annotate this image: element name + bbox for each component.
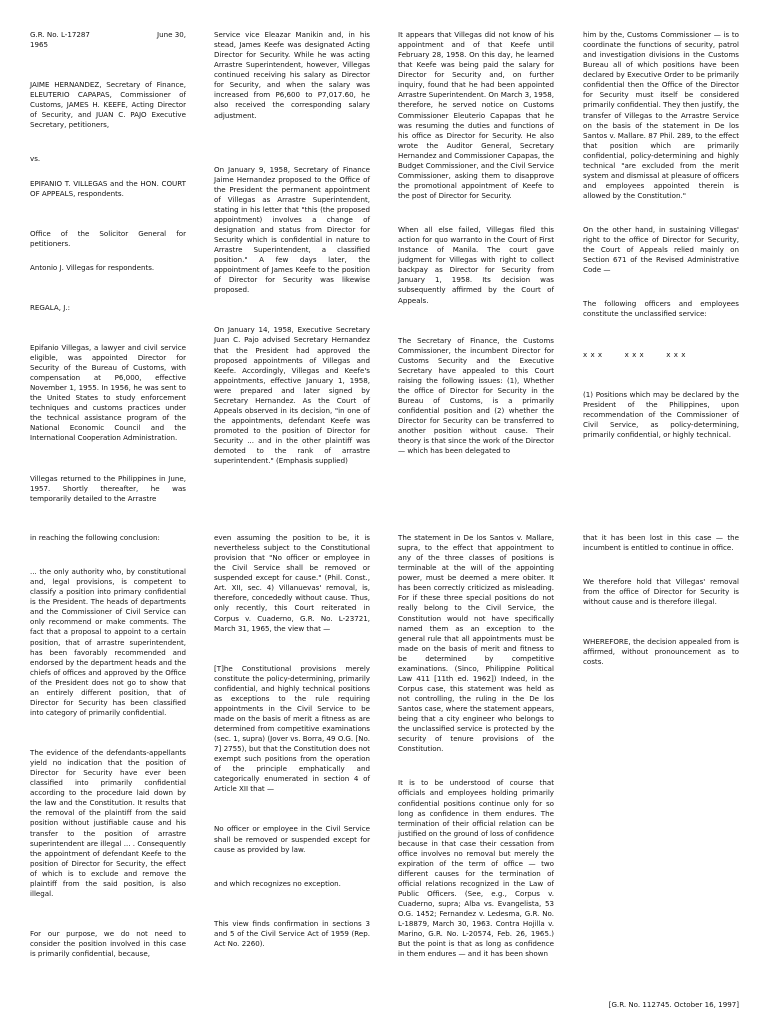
column-2-bottom bbox=[214, 533, 370, 965]
paragraph: Service vice Eleazar Manikin and, in his stead, James Keefe was designated Acting Director for Security. While he was acting Arrastre Superintendent, however, Villegas continued receiving his salary as Director for Security, and when the salary was increased from P6,600 to P7,017.60, he also received the corresponding salary adjustment. bbox=[214, 30, 370, 120]
footer-citation: [G.R. No. 112745. October 16, 1997] bbox=[608, 1000, 739, 1009]
counsel-petitioners: Office of the Solicitor General for petitioners. bbox=[30, 228, 186, 248]
case-number: G.R. No. L-17287 bbox=[30, 30, 90, 39]
ponente: REGALA, J.: bbox=[30, 302, 70, 312]
paragraph: This view finds confirmation in sections 3 and 5 of the Civil Service Act of 1959 (Rep. Act No. 2260). bbox=[214, 918, 370, 948]
quoted-paragraph: No officer or employee in the Civil Service shall be removed or suspended except for cause as provided by law. bbox=[214, 824, 370, 854]
paragraph: For our purpose, we do not need to consider the position involved in this case is primarily confidential, because, bbox=[30, 928, 186, 959]
paragraph: Epifanio Villegas, a lawyer and civil service eligible, was appointed Director for Security of the Bureau of Customs, with compensation at P6,000, effective November 1, 1955. In 1956, he was sent to the United States to study enforcement techniques and customs practices under the technical assistance program of the National Economic Council and the International Cooperation Administration. bbox=[30, 342, 186, 443]
paragraph: even assuming the position to be, it is nevertheless subject to the Constitutional provision that "No officer or employee in the Civil Service shall be removed or suspended except for cause." (Phil. Const., Art. XII, sec. 4) Villanuevas' removal, is, therefore, concededly without cause. Thus, only recently, this Court reiterated in Corpus v. Cuaderno, G.R. No. L-23721, March 31, 1965, the view that — bbox=[214, 533, 370, 633]
column-3-top bbox=[398, 30, 554, 472]
dispositive-paragraph: WHEREFORE, the decision appealed from is affirmed, without pronouncement as to costs. bbox=[583, 637, 739, 667]
paragraph: We therefore hold that Villegas' removal from the office of Director for Security is without cause and is therefore illegal. bbox=[583, 577, 739, 607]
paragraph: On January 14, 1958, Executive Secretary Juan C. Pajo advised Secretary Hernandez that the President had approved the proposed appointments of Villegas and Keefe. Accordingly, Villegas and Keefe's appointments, effective January 1, 1958, were prepared and later signed by Secretary Hernandez. As the Court of Appeals observed in its decision, "in one of the appointments, defendant Keefe was promoted to the position of Director for Security ... and in the other plaintiff was demoted to the rank of arrastre superintendent." (Emphasis supplied) bbox=[214, 325, 370, 466]
quoted-paragraph: [T]he Constitutional provisions merely constitute the policy-determining, primarily confidential, and highly technical positions as exceptions to the rule requiring appointments in the Civil Service to be made on the basis of merit a fitness as are determined from competitive examinations (sec. 1, supra) (Jover vs. Borra, 49 O.G. [No. 7] 2755), but that the Constitution does not exempt such positions from the operation of the principle emphatically and categorically enumerated in section 4 of Article XII that — bbox=[214, 663, 370, 794]
omission-marker: x x x x x x x x x bbox=[583, 349, 686, 359]
column-4-top bbox=[583, 30, 739, 456]
paragraph: The statement in De los Santos v. Mallare, supra, to the effect that appointment to any of the three classes of positions is terminable at the will of the appointing power, must be deemed a mere obiter. It has been correctly criticized as misleading. For if these three special positions do not really belong to the Civil Service, the Constitution would not have specifically named them as an exception to the general rule that all appointments must be made on the basis of merit and fitness to be determined by competitive examinations. (Sinco, Philippine Political Law 411 [11th ed. 1962]) Indeed, in the Corpus case, this statement was held as not controlling, the ruling in the De los Santos case, where the statement appears, being that a city engineer who belongs to the unclassified service is protected by the security of tenure provisions of the Constitution. bbox=[398, 533, 554, 754]
paragraph: On the other hand, in sustaining Villegas' right to the office of Director for Security, the Court of Appeals relied mainly on Section 671 of the Revised Administrative Code — bbox=[583, 225, 739, 275]
paragraph: in reaching the following conclusion: bbox=[30, 533, 160, 542]
column-1-top bbox=[30, 30, 186, 520]
paragraph: him by the, Customs Commissioner — is to coordinate the functions of security, patrol and investigation divisions in the Customs Bureau all of which positions have been declared by Executive Order to be primarily confidential then the Office of the Director for Security must itself be considered primarily confidential. They then justify, the transfer of Villegas to the Arrastre Service on the basis of the statement in De los Santos v. Mallare. 87 Phil. 289, to the effect that position which are primarily confidential, policy-determining and highly technical "are excluded from the merit system and dismissal at pleasure of officers and employees appointed therein is allowed by the Constitution." bbox=[583, 30, 739, 200]
footer-citation-block bbox=[583, 1000, 739, 1026]
quoted-paragraph: ... the only authority who, by constitutional and, legal provisions, is competent to classify a position into primary confidential is the President. The heads of departments and the Commissioner of Civil Service can only recommend or make comments. The fact that a proposal to appoint to a certain position, that of arrastre superintendent, has been favorably recommended and endorsed by the department heads and the chiefs of offices and approved by the Office of the President does not go to show that an entirely different position, that of Director for Security has been classified into category of primarily confidential. bbox=[30, 567, 186, 717]
column-1-bottom bbox=[30, 533, 186, 975]
quoted-paragraph: The evidence of the defendants-appellants yield no indication that the position of Director for Security have ever been classified into primarily confidential according to the procedure laid down by the law and the Constitution. It results that the removal of the plaintiff from the said position without justifiable cause and his transfer to the position of arrastre superintendent are illegal ... . Consequently the appointment of defendant Keefe to the position of Director for Security, the effect of which is to exclude and remove the plaintiff from the said position, is also illegal. bbox=[30, 748, 186, 898]
column-2-top bbox=[214, 30, 370, 482]
case-caption bbox=[30, 30, 186, 40]
versus: vs. bbox=[30, 154, 41, 164]
case-year: 1965 bbox=[30, 40, 49, 50]
paragraph: Villegas returned to the Philippines in June, 1957. Shortly thereafter, he was temporarily detailed to the Arrastre bbox=[30, 473, 186, 503]
respondents: EPIFANIO T. VILLEGAS and the HON. COURT OF APPEALS, respondents. bbox=[30, 178, 186, 198]
paragraph: The following officers and employees constitute the unclassified service: bbox=[583, 299, 739, 319]
column-3-bottom bbox=[398, 533, 554, 976]
case-date: June 30, bbox=[157, 30, 186, 39]
paragraph: On January 9, 1958, Secretary of Finance Jaime Hernandez proposed to the Office of the President the permanent appointment of Villegas as Arrastre Superintendent, stating in his letter that "this (the proposed appointment) involves a change of designation and status from Director for Security which is confidential in nature to Arrastre Superintendent, a classified position." A few days later, the appointment of James Keefe to the position of Director for Security was likewise proposed. bbox=[214, 164, 370, 295]
paragraph: (1) Positions which may be declared by the President of the Philippines, upon recommendation of the Commissioner of Civil Service, as policy-determining, primarily confidential, or highly technical. bbox=[583, 389, 739, 439]
paragraph: The Secretary of Finance, the Customs Commissioner, the incumbent Director for Customs Security and the Executive Secretary have appealed to this Court raising the following issues: (1), Whether the office of Director for Security in the Bureau of Customs, is a primarily confidential position and (2) whether the Director for Security can be transferred to another position without cause. Their theory is that since the work of the Director — which has been delegated to bbox=[398, 335, 554, 456]
paragraph: It appears that Villegas did not know of his appointment and of that Keefe until February 28, 1958. On this day, he learned that Keefe was being paid the salary for Director for Security and, on further inquiry, found that he had been appointed Arrastre Superintendent. On March 3, 1958, therefore, he served notice on Customs Commissioner Eleuterio Capapas that he was resuming the duties and functions of his office as Director for Security. He also wrote the Auditor General, Secretary Hernandez and Commissioner Capapas, the Budget Commissioner, and the Civil Service Commissioner, asking them to disapprove the promotional appointment of Keefe to the post of Director for Security. bbox=[398, 30, 554, 200]
counsel-respondents: Antonio J. Villegas for respondents. bbox=[30, 262, 155, 272]
petitioners: JAIME HERNANDEZ, Secretary of Finance, ELEUTERIO CAPAPAS, Commissioner of Customs, JAMES H. KEEFE, Acting Director of Security, and JUAN C. PAJO Executive Secretary, petitioners, bbox=[30, 80, 186, 130]
paragraph: and which recognizes no exception. bbox=[214, 878, 341, 888]
paragraph: that it has been lost in this case — the incumbent is entitled to continue in office. bbox=[583, 533, 739, 553]
column-4-bottom bbox=[583, 533, 739, 684]
paragraph: It is to be understood of course that officials and employees holding primarily confidential positions continue only for so long as confidence in them endures. The termination of their official relation can be justified on the ground of loss of confidence because in that case their cessation from office involves no removal but merely the expiration of the term of office — two different causes for the termination of official relations recognized in the Law of Public Officers. (See, e.g., Corpus v. Cuaderno, supra; Alba vs. Evangelista, 53 O.G. 1452; Fernandez v. Ledesma, G.R. No. L-18879, March 30, 1963. Contra Hojilla v. Marino, G.R. No. L-20574, Feb. 26, 1965.) But the point is that as long as confidence in them endures — and it has been shown bbox=[398, 778, 554, 959]
paragraph: When all else failed, Villegas filed this action for quo warranto in the Court of First Instance of Manila. The court gave judgment for Villegas with right to collect backpay as Director for Security from January 1, 1958. Its decision was subsequently affirmed by the Court of Appeals. bbox=[398, 225, 554, 305]
